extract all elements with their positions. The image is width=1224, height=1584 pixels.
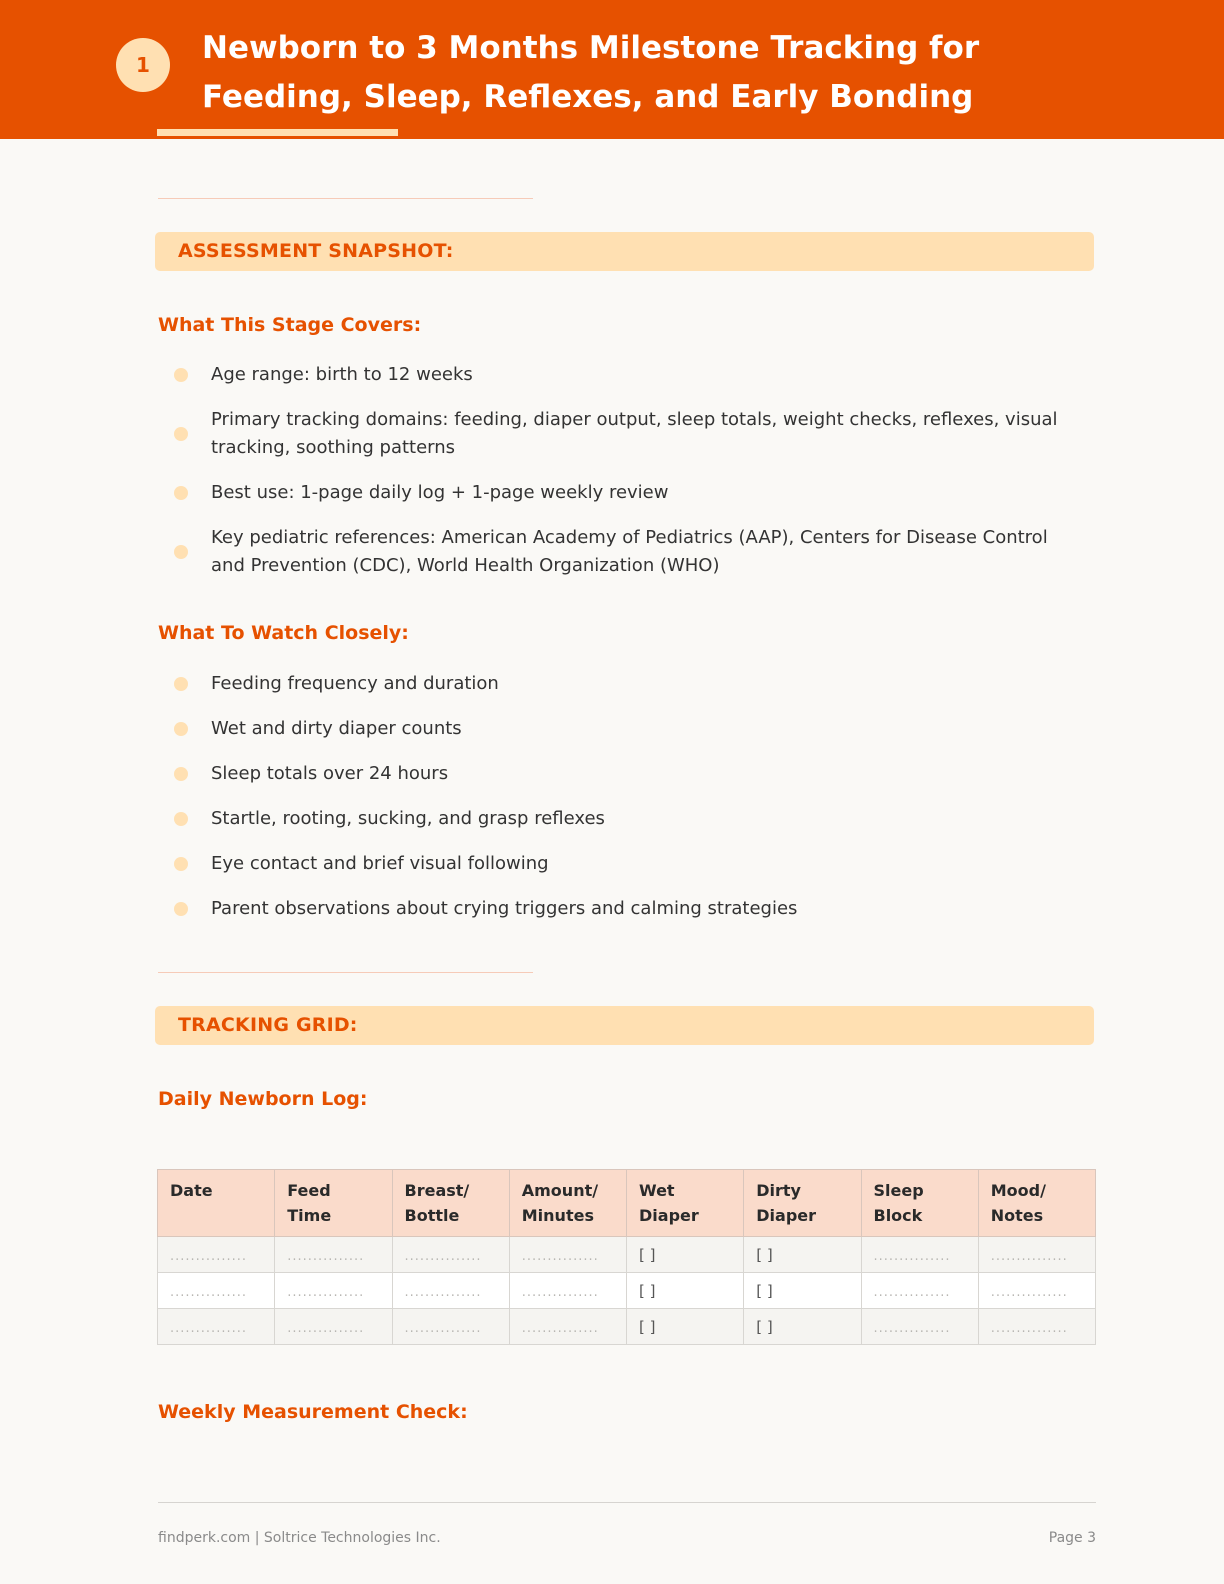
assessment-heading: ASSESSMENT SNAPSHOT: [178, 240, 454, 262]
column-header: Wet Diaper [627, 1170, 744, 1237]
list-item: Eye contact and brief visual following [158, 850, 1058, 878]
title-underline [157, 129, 398, 136]
blank-field[interactable]: ............... [392, 1309, 509, 1345]
blank-field[interactable]: ............... [158, 1273, 275, 1309]
blank-field[interactable]: ............... [978, 1273, 1095, 1309]
bullet-dot-icon [174, 545, 188, 559]
bullet-dot-icon [174, 677, 188, 691]
blank-field[interactable]: ............... [158, 1237, 275, 1273]
list-item: Sleep totals over 24 hours [158, 760, 1058, 788]
column-header: Sleep Block [861, 1170, 978, 1237]
section-divider [158, 198, 533, 199]
footer-source: findperk.com | Soltrice Technologies Inc. [158, 1530, 441, 1546]
page-title: Newborn to 3 Months Milestone Tracking for Feeding, Sleep, Reflexes, and Early Bonding [202, 30, 980, 115]
list-item: Age range: birth to 12 weeks [158, 361, 1058, 389]
list-item: Feeding frequency and duration [158, 670, 1058, 698]
list-item: Startle, rooting, sucking, and grasp reflexes [158, 805, 1058, 833]
dirty-diaper-checkbox[interactable]: [ ] [744, 1273, 861, 1309]
wet-diaper-checkbox[interactable]: [ ] [627, 1309, 744, 1345]
blank-field[interactable]: ............... [861, 1273, 978, 1309]
column-header: Amount/ Minutes [509, 1170, 626, 1237]
column-header: Feed Time [275, 1170, 392, 1237]
tracking-heading: TRACKING GRID: [178, 1014, 358, 1036]
covers-list [158, 361, 1058, 597]
bullet-dot-icon [174, 767, 188, 781]
column-header: Date [158, 1170, 275, 1237]
blank-field[interactable]: ............... [392, 1273, 509, 1309]
blank-field[interactable]: ............... [978, 1309, 1095, 1345]
wet-diaper-checkbox[interactable]: [ ] [627, 1237, 744, 1273]
bullet-dot-icon [174, 902, 188, 916]
bullet-dot-icon [174, 427, 188, 441]
section-divider [158, 972, 533, 973]
watch-heading: What To Watch Closely: [158, 622, 409, 644]
chapter-number-badge: 1 [116, 38, 170, 92]
daily-log-table [157, 1169, 1096, 1345]
list-item: Wet and dirty diaper counts [158, 715, 1058, 743]
column-header: Mood/ Notes [978, 1170, 1095, 1237]
blank-field[interactable]: ............... [509, 1309, 626, 1345]
blank-field[interactable]: ............... [861, 1237, 978, 1273]
blank-field[interactable]: ............... [509, 1273, 626, 1309]
blank-field[interactable]: ............... [275, 1237, 392, 1273]
page-number: Page 3 [1048, 1530, 1096, 1546]
weekly-measurement-heading: Weekly Measurement Check: [158, 1401, 468, 1423]
bullet-dot-icon [174, 857, 188, 871]
tracking-section-bar [155, 1006, 1094, 1045]
bullet-dot-icon [174, 812, 188, 826]
blank-field[interactable]: ............... [275, 1309, 392, 1345]
bullet-dot-icon [174, 368, 188, 382]
assessment-section-bar [155, 232, 1094, 271]
bullet-dot-icon [174, 722, 188, 736]
table-header-row [158, 1170, 1096, 1237]
list-item: Best use: 1-page daily log + 1-page weekly review [158, 479, 1058, 507]
list-item: Primary tracking domains: feeding, diaper output, sleep totals, weight checks, reflexes, visual tracking, soothing patterns [158, 406, 1058, 462]
watch-list [158, 670, 1058, 940]
covers-heading: What This Stage Covers: [158, 314, 422, 336]
footer-divider [158, 1502, 1096, 1503]
blank-field[interactable]: ............... [509, 1237, 626, 1273]
blank-field[interactable]: ............... [392, 1237, 509, 1273]
list-item: Key pediatric references: American Academy of Pediatrics (AAP), Centers for Disease Control and Prevention (CDC), World Health Organization (WHO) [158, 524, 1058, 580]
blank-field[interactable]: ............... [158, 1309, 275, 1345]
column-header: Dirty Diaper [744, 1170, 861, 1237]
table-row [158, 1309, 1096, 1345]
list-item: Parent observations about crying triggers and calming strategies [158, 895, 1058, 923]
dirty-diaper-checkbox[interactable]: [ ] [744, 1309, 861, 1345]
dirty-diaper-checkbox[interactable]: [ ] [744, 1237, 861, 1273]
column-header: Breast/ Bottle [392, 1170, 509, 1237]
blank-field[interactable]: ............... [275, 1273, 392, 1309]
bullet-dot-icon [174, 486, 188, 500]
table-row [158, 1273, 1096, 1309]
wet-diaper-checkbox[interactable]: [ ] [627, 1273, 744, 1309]
blank-field[interactable]: ............... [861, 1309, 978, 1345]
blank-field[interactable]: ............... [978, 1237, 1095, 1273]
table-row [158, 1237, 1096, 1273]
page-header [0, 0, 1224, 139]
daily-log-heading: Daily Newborn Log: [158, 1088, 368, 1110]
